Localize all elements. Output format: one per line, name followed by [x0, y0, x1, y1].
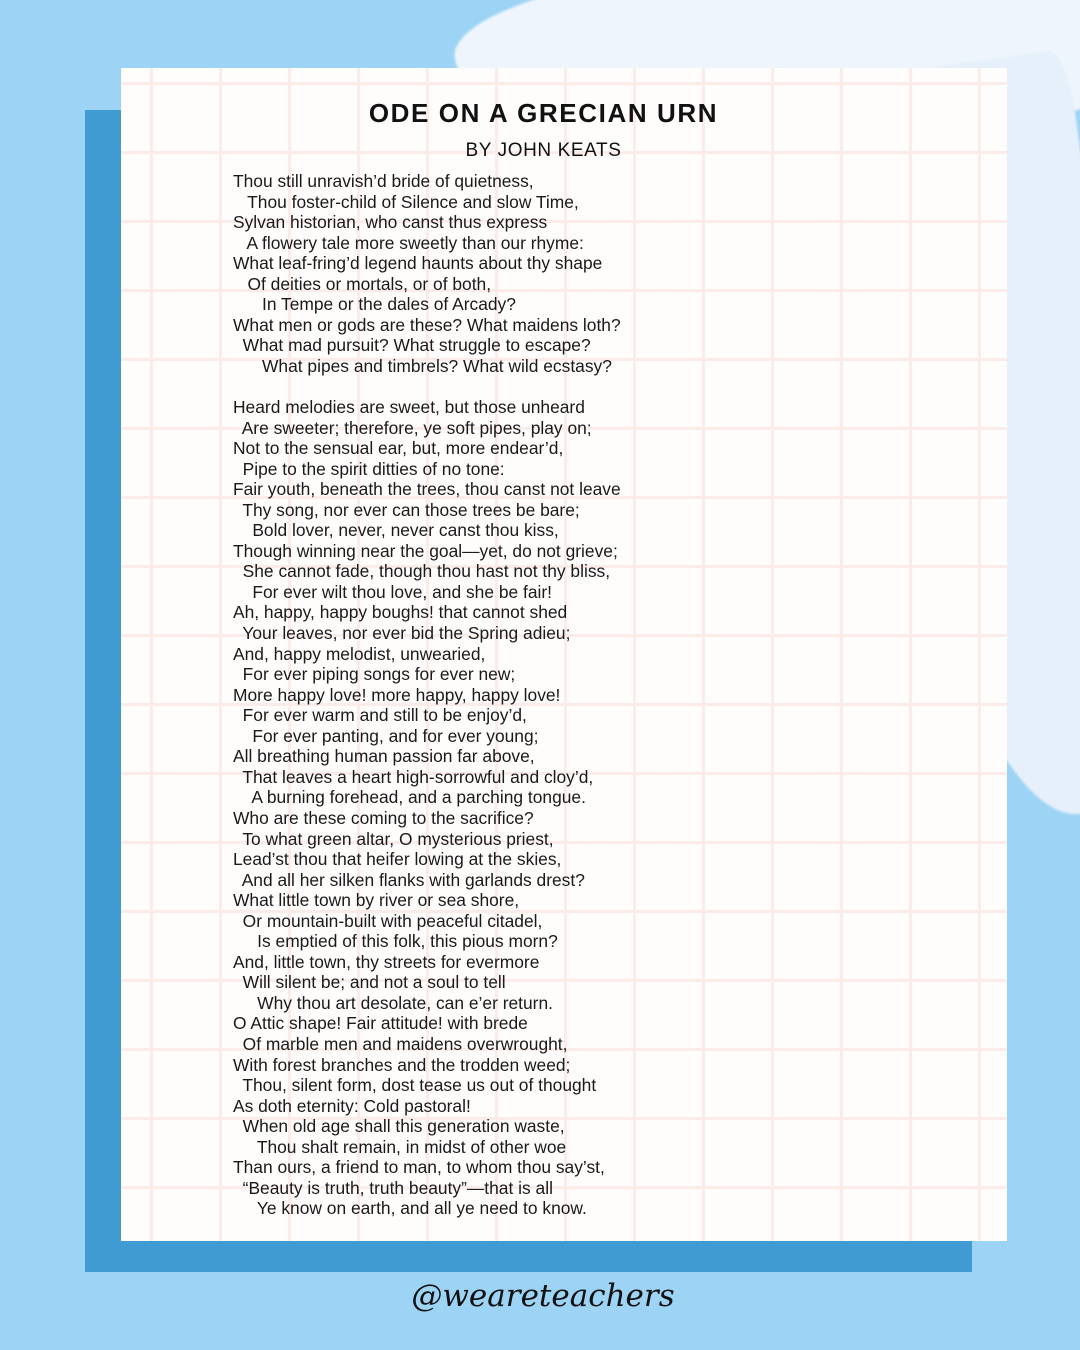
poem-line: Though winning near the goal—yet, do not grieve; [233, 540, 618, 561]
poem-line: And all her silken flanks with garlands drest? [233, 869, 585, 890]
poem-line: Are sweeter; therefore, ye soft pipes, play on; [233, 417, 592, 438]
poem-line: When old age shall this generation waste, [233, 1116, 565, 1137]
poem-line: What mad pursuit? What struggle to escape? [233, 335, 591, 356]
poem-line: All breathing human passion far above, [233, 746, 535, 767]
poem-line: Who are these coming to the sacrifice? [233, 807, 534, 828]
poem-line: For ever piping songs for ever new; [233, 664, 516, 685]
poem-line: Or mountain-built with peaceful citadel, [233, 910, 543, 931]
poem-line: For ever warm and still to be enjoy’d, [233, 705, 527, 726]
poem-line: That leaves a heart high-sorrowful and cloy’d, [233, 766, 594, 787]
poem-line: Of marble men and maidens overwrought, [233, 1033, 568, 1054]
poem-line: Sylvan historian, who canst thus express [233, 212, 548, 233]
poem-body [233, 171, 621, 1219]
poem-line: Thou still unravish’d bride of quietness, [233, 171, 534, 191]
poem-line: And, little town, thy streets for evermore [233, 951, 540, 972]
poem-line: For ever panting, and for ever young; [233, 725, 539, 746]
poem-author: BY JOHN KEATS [465, 140, 622, 161]
poem-line: Ye know on earth, and all ye need to know. [233, 1198, 587, 1219]
poem-line: In Tempe or the dales of Arcady? [233, 294, 516, 315]
stanza-break [233, 376, 621, 397]
poem-line: As doth eternity: Cold pastoral! [233, 1095, 471, 1116]
poem-line: Your leaves, nor ever bid the Spring adieu; [233, 623, 571, 644]
poem-line: Thou foster-child of Silence and slow Time, [233, 191, 579, 212]
poem-line: Thou, silent form, dost tease us out of thought [233, 1075, 597, 1096]
poem-line: A burning forehead, and a parching tongue. [233, 787, 586, 808]
poem-line: O Attic shape! Fair attitude! with brede [233, 1013, 528, 1034]
poem-line: Is emptied of this folk, this pious morn? [233, 931, 558, 952]
poem-line: What little town by river or sea shore, [233, 890, 520, 911]
poem-title: ODE ON A GRECIAN URN [368, 98, 719, 128]
poem-line: Ah, happy, happy boughs! that cannot shed [233, 602, 568, 623]
poem-line: Of deities or mortals, or of both, [233, 273, 492, 294]
poem-line: With forest branches and the trodden weed; [233, 1054, 571, 1075]
poem-line: Than ours, a friend to man, to whom thou say’st, [233, 1157, 605, 1178]
poem-line: She cannot fade, though thou hast not thy bliss, [233, 561, 611, 582]
poem-line: Heard melodies are sweet, but those unheard [233, 397, 585, 418]
poem-line: Bold lover, never, never canst thou kiss, [233, 520, 559, 541]
poem-line: What men or gods are these? What maidens loth? [233, 314, 621, 335]
poem-line: Thou shalt remain, in midst of other woe [233, 1136, 567, 1157]
poem-line: And, happy melodist, unwearied, [233, 643, 486, 664]
poem-line: For ever wilt thou love, and she be fair! [233, 581, 552, 602]
poem-line: To what green altar, O mysterious priest, [233, 828, 554, 849]
poem-line: “Beauty is truth, truth beauty”—that is all [233, 1177, 553, 1198]
poem-line: More happy love! more happy, happy love! [233, 684, 561, 705]
poem-line: Not to the sensual ear, but, more endear’d, [233, 438, 564, 459]
poem-line: What leaf-fring’d legend haunts about thy shape [233, 253, 603, 274]
social-handle: @weareteachers [411, 1278, 675, 1314]
poem-line: Pipe to the spirit ditties of no tone: [233, 458, 505, 479]
poem-line: Lead’st thou that heifer lowing at the skies, [233, 849, 562, 870]
poem-line: A flowery tale more sweetly than our rhyme: [233, 232, 584, 253]
poem-line: What pipes and timbrels? What wild ecstasy? [233, 355, 612, 376]
poem-line: Will silent be; and not a soul to tell [233, 972, 506, 993]
poem-line: Why thou art desolate, can e’er return. [233, 992, 553, 1013]
poem-line: Fair youth, beneath the trees, thou canst not leave [233, 479, 621, 500]
poem-line: Thy song, nor ever can those trees be bare; [233, 499, 580, 520]
